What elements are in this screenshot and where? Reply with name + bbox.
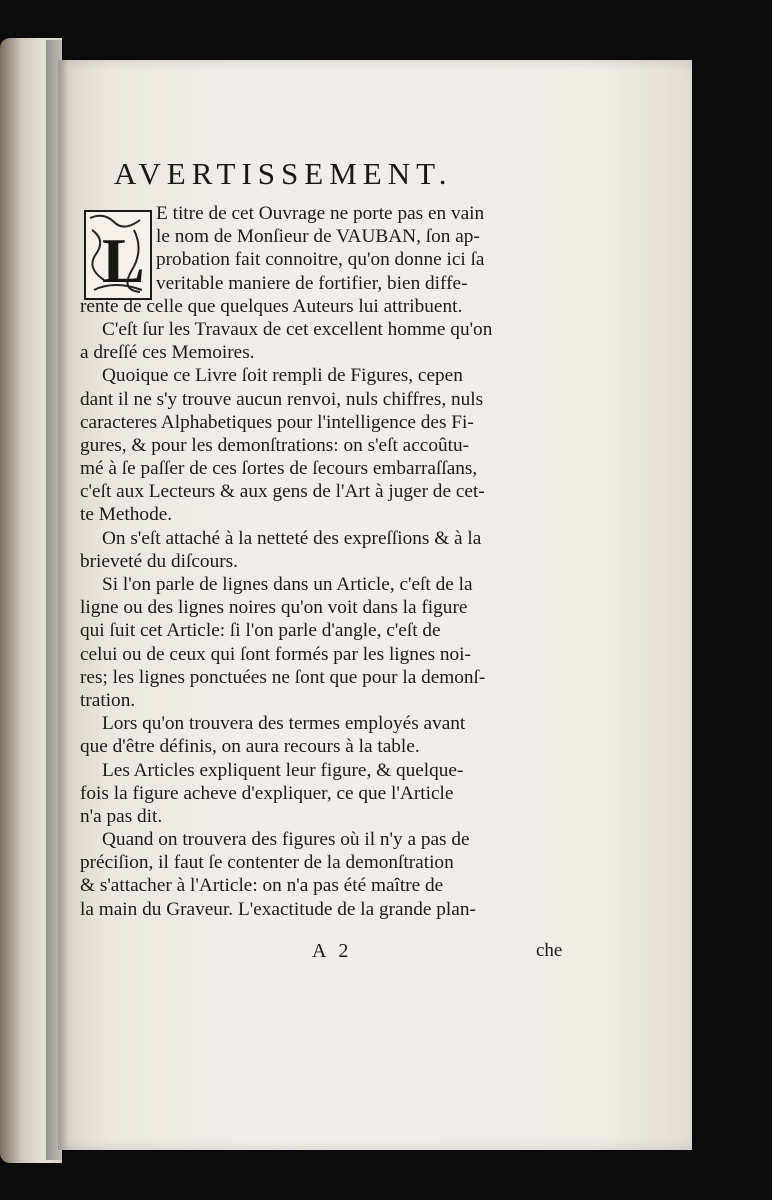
page-title: AVERTISSEMENT. [114,156,453,191]
text-line: brieveté du diſcours. [80,550,238,572]
text-line: Lors qu'on trouvera des termes employés avant [102,713,466,735]
text-line: probation fait connoitre, qu'on donne ici ſa [156,249,485,271]
text-line: Quand on trouvera des figures où il n'y a pas de [102,829,470,851]
text-line: la main du Graveur. L'exactitude de la grande plan- [80,898,476,920]
svg-text:L: L [102,225,145,296]
text-line: qui ſuit cet Article: ſi l'on parle d'angle, c'eſt de [80,620,441,642]
signature-mark: A 2 [312,940,353,962]
text-line: le nom de Monſieur de VAUBAN, ſon ap- [156,226,480,248]
text-line: caracteres Alphabetiques pour l'intelligence des Fi- [80,411,474,433]
book-page [58,60,692,1150]
text-line: dant il ne s'y trouve aucun renvoi, nuls chiffres, nuls [80,388,484,410]
text-line: rente de celle que quelques Auteurs lui attribuent. [80,295,463,317]
text-line: & s'attacher à l'Article: on n'a pas été maître de [80,875,444,897]
text-line: a dreſſé ces Memoires. [80,342,255,364]
text-line: Quoique ce Livre ſoit rempli de Figures, cepen [102,365,463,387]
text-line: c'eſt aux Lecteurs & aux gens de l'Art à juger de cet- [80,481,485,503]
text-line: préciſion, il faut ſe contenter de la demonſtration [80,852,454,874]
text-line: fois la figure acheve d'expliquer, ce que l'Article [80,782,454,804]
catchword: che [536,940,563,961]
text-line: mé à ſe paſſer de ces ſortes de ſecours embarraſſans, [80,458,478,480]
text-line: Les Articles expliquent leur figure, & quelque- [102,759,464,781]
text-line: gures, & pour les demonſtrations: on s'eſt accoûtu- [80,434,470,456]
body-text [80,202,562,921]
text-line: ligne ou des lignes noires qu'on voit dans la figure [80,597,468,619]
text-line: te Methode. [80,504,173,526]
text-line: res; les lignes ponctuées ne ſont que pour la demonſ- [80,666,486,688]
text-line: celui ou de ceux qui ſont formés par les lignes noi- [80,643,471,665]
text-line: tration. [80,689,136,711]
text-line: n'a pas dit. [80,805,163,827]
text-line: que d'être définis, on aura recours à la table. [80,736,420,758]
text-line: veritable maniere de fortifier, bien diffe- [156,272,468,294]
text-line: C'eſt ſur les Travaux de cet excellent homme qu'on [102,318,493,340]
text-line: E titre de cet Ouvrage ne porte pas en vain [156,203,485,224]
text-line: Si l'on parle de lignes dans un Article, c'eſt de la [102,574,473,595]
spine-shadow [46,40,68,1160]
text-line: On s'eſt attaché à la netteté des expreſſions & à la [102,527,482,549]
